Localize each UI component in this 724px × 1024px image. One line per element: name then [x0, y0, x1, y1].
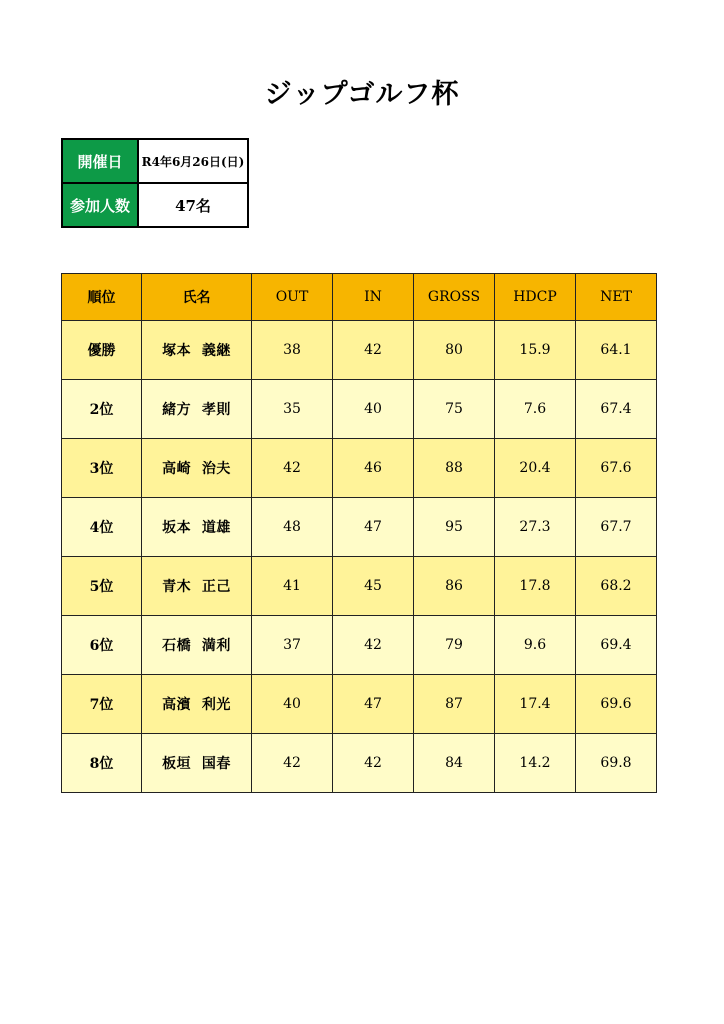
header-name: 氏名	[142, 274, 252, 321]
table-row	[62, 675, 657, 734]
in-score-cell: 42	[333, 616, 414, 675]
in-score-cell: 47	[333, 675, 414, 734]
rank-cell: 8位	[62, 734, 142, 793]
out-score-cell: 40	[252, 675, 333, 734]
table-row	[62, 439, 657, 498]
participants-row	[62, 183, 248, 227]
hdcp-cell: 15.9	[495, 321, 576, 380]
gross-score-cell: 75	[414, 380, 495, 439]
date-label: 開催日	[62, 139, 138, 183]
rank-cell: 4位	[62, 498, 142, 557]
rank-cell: 3位	[62, 439, 142, 498]
in-score-cell: 47	[333, 498, 414, 557]
hdcp-cell: 9.6	[495, 616, 576, 675]
hdcp-cell: 7.6	[495, 380, 576, 439]
date-value: R4年6月26日(日)	[138, 139, 248, 183]
header-net: NET	[576, 274, 657, 321]
player-name-cell: 緒方 孝則	[142, 380, 252, 439]
out-score-cell: 38	[252, 321, 333, 380]
net-score-cell: 69.8	[576, 734, 657, 793]
table-row	[62, 380, 657, 439]
player-name-cell: 石橋 満利	[142, 616, 252, 675]
gross-score-cell: 95	[414, 498, 495, 557]
net-score-cell: 68.2	[576, 557, 657, 616]
rank-cell: 優勝	[62, 321, 142, 380]
participants-value: 47名	[138, 183, 248, 227]
rank-cell: 2位	[62, 380, 142, 439]
net-score-cell: 67.4	[576, 380, 657, 439]
out-score-cell: 42	[252, 439, 333, 498]
gross-score-cell: 86	[414, 557, 495, 616]
rank-cell: 5位	[62, 557, 142, 616]
in-score-cell: 42	[333, 734, 414, 793]
net-score-cell: 69.6	[576, 675, 657, 734]
net-score-cell: 64.1	[576, 321, 657, 380]
out-score-cell: 48	[252, 498, 333, 557]
out-score-cell: 37	[252, 616, 333, 675]
page-title: ジップゴルフ杯	[264, 79, 460, 110]
header-rank: 順位	[62, 274, 142, 321]
results-table	[61, 273, 657, 793]
results-body	[62, 321, 657, 793]
rank-cell: 6位	[62, 616, 142, 675]
out-score-cell: 35	[252, 380, 333, 439]
gross-score-cell: 80	[414, 321, 495, 380]
out-score-cell: 42	[252, 734, 333, 793]
hdcp-cell: 20.4	[495, 439, 576, 498]
net-score-cell: 69.4	[576, 616, 657, 675]
net-score-cell: 67.6	[576, 439, 657, 498]
date-row	[62, 139, 248, 183]
table-row	[62, 321, 657, 380]
header-in: IN	[333, 274, 414, 321]
results-header-row	[62, 274, 657, 321]
player-name-cell: 高崎 治夫	[142, 439, 252, 498]
player-name-cell: 青木 正己	[142, 557, 252, 616]
header-hdcp: HDCP	[495, 274, 576, 321]
player-name-cell: 高濱 利光	[142, 675, 252, 734]
table-row	[62, 557, 657, 616]
player-name-cell: 坂本 道雄	[142, 498, 252, 557]
net-score-cell: 67.7	[576, 498, 657, 557]
gross-score-cell: 79	[414, 616, 495, 675]
player-name-cell: 塚本 義継	[142, 321, 252, 380]
in-score-cell: 46	[333, 439, 414, 498]
table-row	[62, 498, 657, 557]
hdcp-cell: 27.3	[495, 498, 576, 557]
table-row	[62, 616, 657, 675]
player-name-cell: 板垣 国春	[142, 734, 252, 793]
in-score-cell: 45	[333, 557, 414, 616]
header-out: OUT	[252, 274, 333, 321]
in-score-cell: 40	[333, 380, 414, 439]
gross-score-cell: 87	[414, 675, 495, 734]
hdcp-cell: 14.2	[495, 734, 576, 793]
hdcp-cell: 17.8	[495, 557, 576, 616]
event-info-table	[61, 138, 249, 228]
in-score-cell: 42	[333, 321, 414, 380]
participants-label: 参加人数	[62, 183, 138, 227]
rank-cell: 7位	[62, 675, 142, 734]
hdcp-cell: 17.4	[495, 675, 576, 734]
gross-score-cell: 84	[414, 734, 495, 793]
gross-score-cell: 88	[414, 439, 495, 498]
header-gross: GROSS	[414, 274, 495, 321]
out-score-cell: 41	[252, 557, 333, 616]
table-row	[62, 734, 657, 793]
